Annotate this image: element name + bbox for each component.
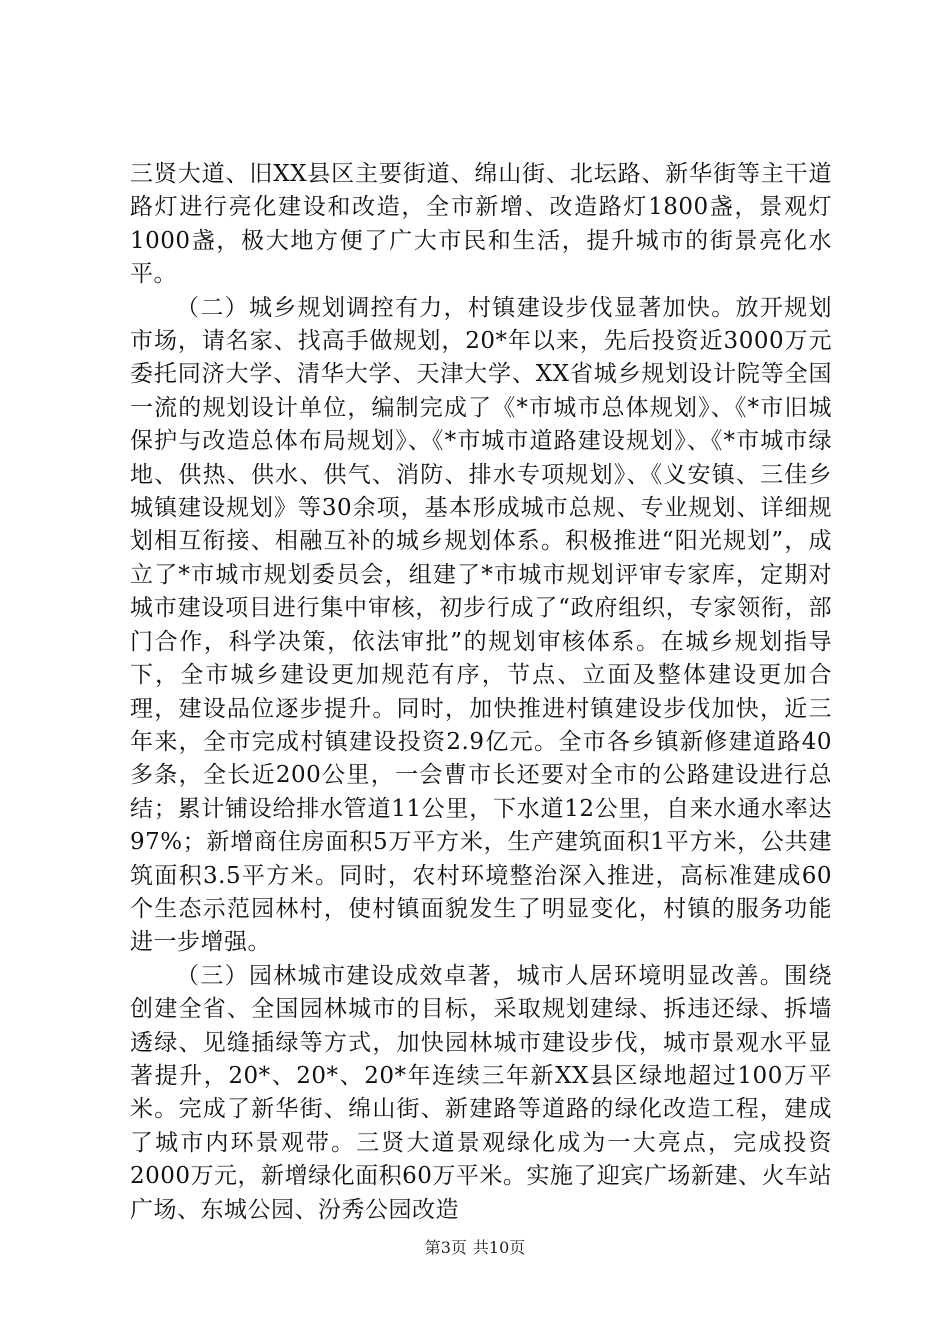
page-total: 共10页 — [472, 1238, 526, 1257]
page-number: 第3页 — [424, 1238, 467, 1257]
paragraph-2: （二）城乡规划调控有力，村镇建设步伐显著加快。放开规划市场，请名家、找高手做规划，20*年以来，先后投资近3000万元委托同济大学、清华大学、天津大学、XX省城乡规划设计院等全国一流的规划设计单位，编制完成了《*市城市总体规划》、《*市旧城保护与改造总体布局规划》、《*市城市道路建设规划》、《*市城市绿地、供热、供水、供气、消防、排水专项规划》、《义安镇、三佳乡城镇建设规划》等30余项，基本形成城市总规、专业规划、详细规划相互衔接、相融互补的城乡规划体系。积极推进“阳光规划”，成立了*市城市规划委员会，组建了*市城市规划评审专家库，定期对城市建设项目进行集中审核，初步行成了“政府组织，专家领衔，部门合作，科学决策，依法审批”的规划审核体系。在城乡规划指导下，全市城乡建设更加规范有序，节点、立面及整体建设更加合理，建设品位逐步提升。同时，加快推进村镇建设步伐加快，近三年来，全市完成村镇建设投资2.9亿元。全市各乡镇新修建道路40多条，全长近200公里，一会曹市长还要对全市的公路建设进行总结；累计铺设给排水管道11公里，下水道12公里，自来水通水率达97%；新增商住房面积5万平方米，生产建筑面积1平方米，公共建筑面积3.5平方米。同时，农村环境整治深入推进，高标准建成60个生态示范园林村，使村镇面貌发生了明显变化，村镇的服务功能进一步增强。 — [130, 294, 833, 956]
paragraph-1: 三贤大道、旧XX县区主要街道、绵山街、北坛路、新华街等主干道路灯进行亮化建设和改造，全市新增、改造路灯1800盏，景观灯1000盏，极大地方便了广大市民和生活，提升城市的街景亮化水平。 — [130, 161, 832, 288]
page-footer — [0, 1238, 950, 1258]
paragraph-3: （三）园林城市建设成效卓著，城市人居环境明显改善。围绕创建全省、全国园林城市的目标，采取规划建绿、拆违还绿、拆墙透绿、见缝插绿等方式，加快园林城市建设步伐，城市景观水平显著提升，20*、20*、20*年连续三年新XX县区绿地超过100万平米。完成了新华街、绵山街、新建路等道路的绿化改造工程，建成了城市内环景观带。三贤大道景观绿化成为一大亮点，完成投资2000万元，新增绿化面积60万平米。实施了迎宾广场新建、火车站广场、东城公园、汾秀公园改造 — [130, 962, 832, 1223]
document-body — [130, 158, 832, 1227]
